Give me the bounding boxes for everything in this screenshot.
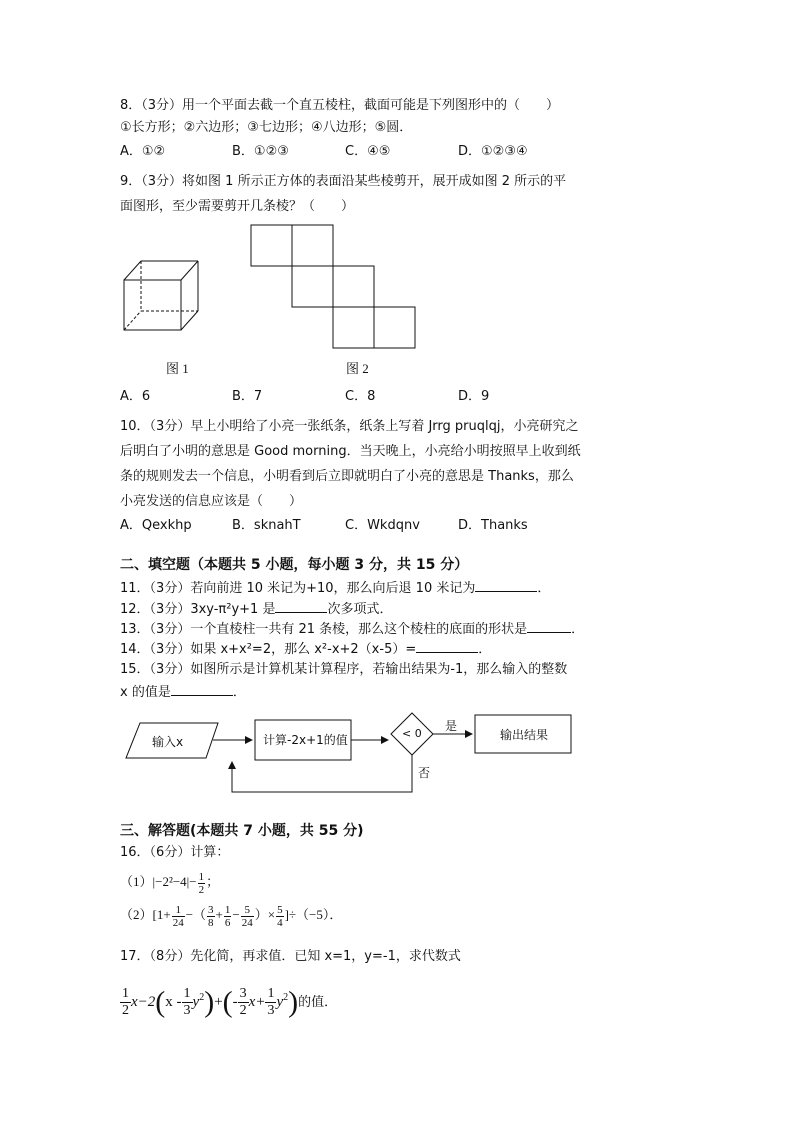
q11 [120, 579, 550, 598]
q16-p1-label: （1） [120, 874, 153, 889]
fig2-label: 图 2 [346, 361, 369, 376]
q10-line-2: 后明白了小明的意思是 Good morning．当天晚上，小亮给小明按照早上收到纸 [120, 444, 581, 459]
flow-input-label: 输入x [152, 735, 184, 749]
q10-option-c: C．Wkdqnv [345, 518, 420, 533]
q9-stem-2: 面图形，至少需要剪开几条棱？（ ） [120, 199, 355, 214]
q16-part-2 [120, 900, 342, 930]
q11-answer-blank[interactable] [475, 579, 537, 592]
q16-stem: 16．（6分）计算： [120, 845, 230, 860]
arrow-no-loop [232, 755, 412, 792]
q15-answer-blank[interactable] [171, 683, 233, 696]
q16-p2-e: ）× [254, 907, 276, 922]
q17-frac-third-2: $\frac{1}{3}$ [267, 986, 275, 1019]
q16-p2-f: ]÷（−5）． [284, 907, 343, 922]
q17-expression: $\frac{1}{2}$ x−2(x - $\frac{1}{3}$ $y^2)+(-$ $\frac{3}{2}$ x+ $\frac{1}{3}$ $y^2$)的值． [122, 985, 338, 1019]
fig1-label: 图 1 [166, 361, 189, 376]
q13-end: ． [571, 622, 585, 637]
q15-line-2 [120, 683, 246, 702]
q12-text: 12．（3分）3xy-π²y+1 是 [120, 602, 276, 617]
q11-end: ． [537, 581, 551, 596]
q17-y-2: y [276, 994, 284, 1010]
q16-p2-frac-1: $\frac{1}{24}$ [172, 903, 184, 929]
q8-option-d: D．①②③④ [458, 144, 528, 159]
q9-option-a: A．6 [120, 389, 151, 404]
q8-stem: 8．（3分）用一个平面去截一个直五棱柱，截面可能是下列图形中的（ ） [120, 98, 560, 113]
q16-p2-frac-2: $\frac{3}{8}$ [208, 903, 214, 929]
q14-text: 14．（3分）如果 x+x²=2，那么 x²-x+2（x-5）= [120, 642, 417, 657]
q10-option-b: B．sknahT [232, 518, 301, 533]
q15-text: x 的值是 [120, 685, 171, 700]
q9-stem-1: 9．（3分）将如图 1 所示正方体的表面沿某些棱剪开，展开成如图 2 所示的平 [120, 174, 567, 189]
flow-condition-label: < 0 [402, 727, 422, 740]
q16-p2-b: −（ [185, 907, 207, 922]
flowchart [118, 708, 588, 800]
q8-line2: ①长方形；②六边形；③七边形；④八边形；⑤圆． [120, 120, 413, 135]
q17-frac-third: $\frac{1}{3}$ [183, 986, 191, 1019]
q16-p2-frac-5: $\frac{5}{4}$ [277, 903, 283, 929]
q10-line-4: 小亮发送的信息应该是（ ） [120, 494, 303, 509]
q17-term-1: x−2 [131, 994, 156, 1010]
q10-option-a: A．Qexkhp [120, 518, 192, 533]
q10-line-1: 10．（3分）早上小明给了小亮一张纸条，纸条上写着 Jrrg pruqlqj，小亮研究之 [120, 419, 579, 434]
q15-end: ． [232, 685, 246, 700]
q8-option-a: A．①② [120, 144, 166, 159]
net-figure [251, 225, 415, 348]
q10-line-3: 条的规则发去一个信息，小明看到后立即就明白了小亮的意思是 Thanks，那么 [120, 469, 574, 484]
q12 [120, 600, 392, 619]
q15-line-1: 15．（3分）如图所示是计算机某计算程序，若输出结果为-1，那么输入的整数 [120, 662, 568, 677]
flow-output-label: 输出结果 [500, 728, 549, 742]
q14 [120, 640, 491, 659]
q17-square-2: 2 [283, 992, 289, 1003]
q17-plus: + [214, 994, 223, 1010]
q14-answer-blank[interactable] [416, 640, 478, 653]
q17-inner-2a: - [232, 994, 238, 1010]
q8-option-b: B．①②③ [232, 144, 289, 159]
q16-p2-d: − [232, 907, 240, 922]
q16-p2-frac-4: $\frac{5}{24}$ [241, 903, 253, 929]
q17-frac-three-halves: $\frac{3}{2}$ [239, 986, 247, 1019]
q16-part-1 [120, 868, 219, 896]
q16-p1-fraction: $\frac{1}{2}$ [198, 870, 205, 896]
q16-p2-label: （2） [120, 907, 153, 922]
q14-end: ． [478, 642, 492, 657]
q9-option-c: C．8 [345, 389, 376, 404]
q13-answer-blank[interactable] [527, 620, 571, 633]
q17-frac-half: $\frac{1}{2}$ [122, 986, 129, 1019]
q9-option-b: B．7 [232, 389, 263, 404]
q17-y-1: y [192, 994, 200, 1010]
q9-figures [118, 220, 428, 355]
q13 [120, 620, 584, 639]
flow-no-label: 否 [418, 766, 431, 780]
q16-p2-frac-3: $\frac{1}{6}$ [224, 903, 231, 929]
q11-text: 11．（3分）若向前进 10 米记为+10，那么向后退 10 米记为 [120, 581, 476, 596]
q17-tail: 的值． [298, 995, 338, 1010]
q8-option-c: C．④⑤ [345, 144, 391, 159]
flow-yes-label: 是 [445, 719, 458, 733]
section-2-title: 二、填空题（本题共 5 小题，每小题 3 分，共 15 分） [120, 557, 469, 573]
q12-end: 次多项式． [327, 602, 393, 617]
q12-answer-blank[interactable] [275, 600, 327, 613]
cube-figure [124, 261, 198, 330]
q10-option-d: D．Thanks [458, 518, 528, 533]
q17-stem: 17．（8分）先化简，再求值．已知 x=1，y=-1，求代数式 [120, 949, 461, 964]
q16-p2-c: + [215, 907, 223, 922]
q17-square-1: 2 [199, 992, 205, 1003]
q16-p1-expr: |−2²−4|− [152, 874, 197, 889]
q9-option-d: D．9 [458, 389, 490, 404]
section-3-title: 三、解答题(本题共 7 小题，共 55 分) [120, 823, 364, 839]
q16-p2-a: [1+ [152, 907, 171, 922]
q17-inner-1a: x - [165, 994, 182, 1010]
q16-p1-end: ； [206, 874, 220, 889]
q13-text: 13．（3分）一个直棱柱一共有 21 条棱，那么这个棱柱的底面的形状是 [120, 622, 528, 637]
q17-inner-2b: x+ [248, 994, 266, 1010]
flow-compute-label: 计算-2x+1的值 [263, 733, 348, 747]
